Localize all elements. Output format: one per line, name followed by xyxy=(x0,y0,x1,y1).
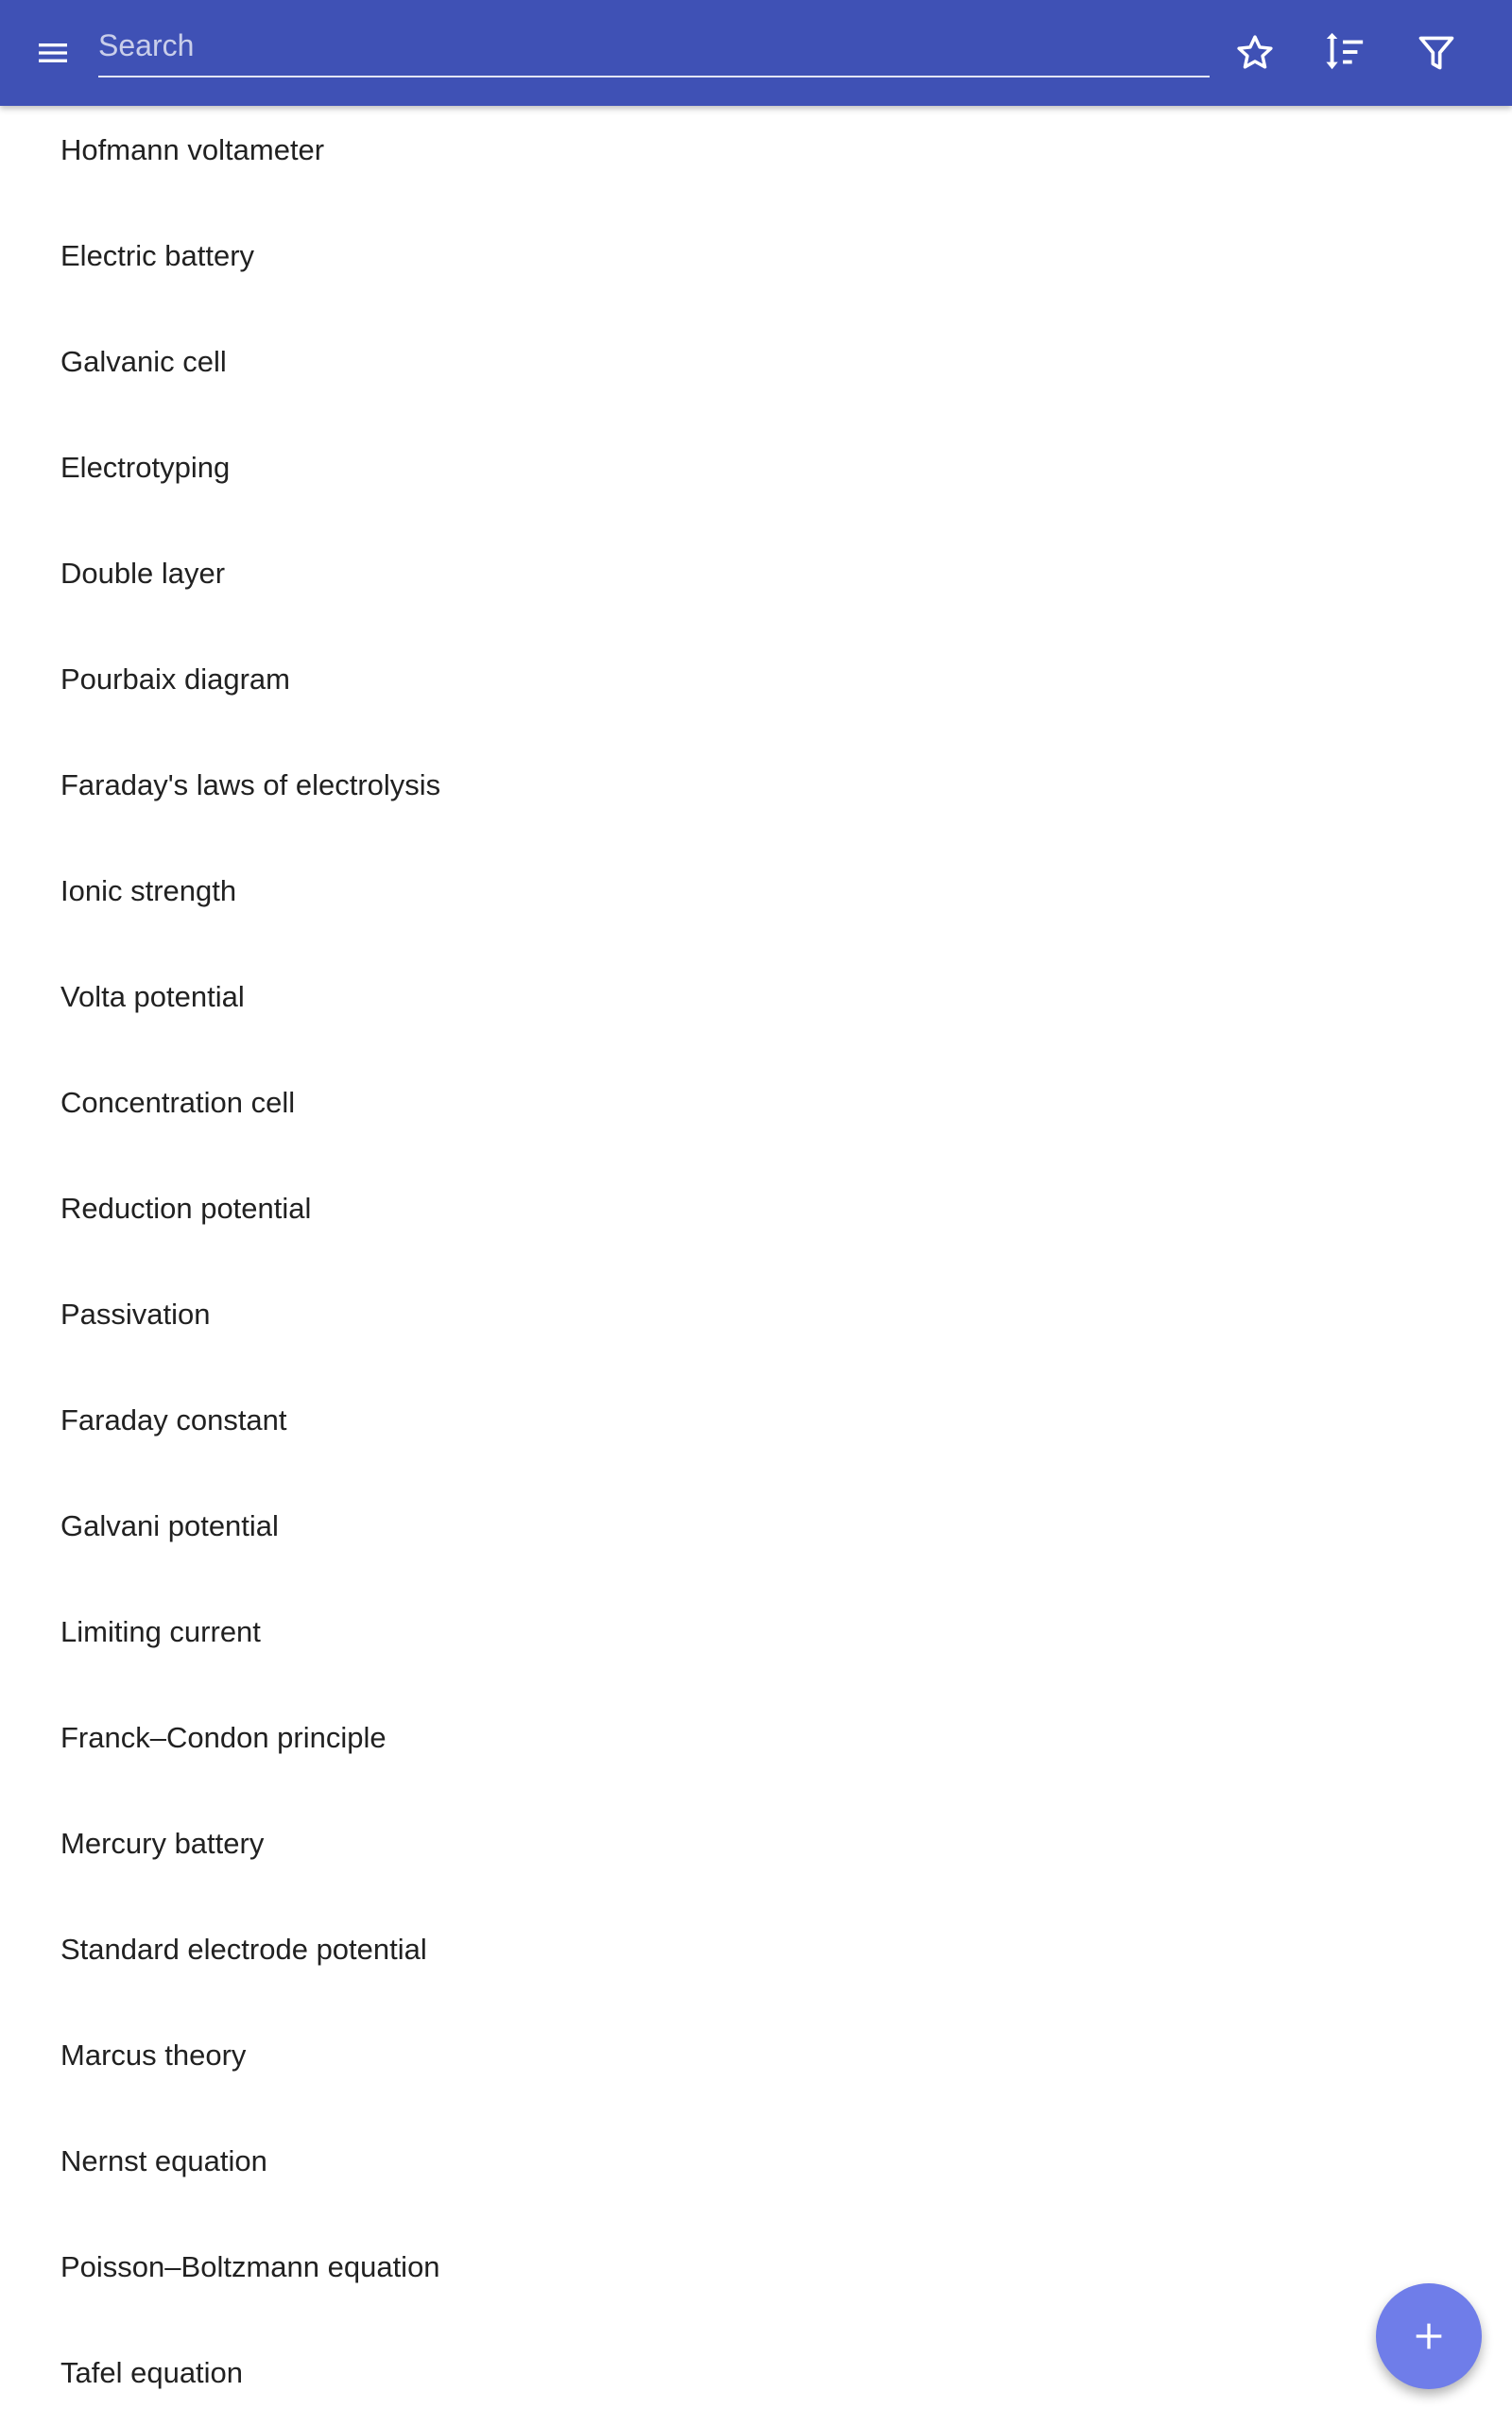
sort-icon xyxy=(1323,31,1366,75)
list-item-label: Standard electrode potential xyxy=(60,1933,427,1966)
list-item[interactable] xyxy=(0,627,1512,732)
list-item-label: Faraday constant xyxy=(60,1403,287,1437)
list-item[interactable] xyxy=(0,2214,1512,2320)
list-item-label: Galvanic cell xyxy=(60,345,227,378)
list-item[interactable] xyxy=(0,2003,1512,2108)
list-item-label: Ionic strength xyxy=(60,874,237,907)
list-item-label: Volta potential xyxy=(60,980,245,1013)
list-item[interactable] xyxy=(0,1579,1512,1685)
menu-button[interactable] xyxy=(15,15,91,91)
list-item[interactable] xyxy=(0,1368,1512,1473)
app-bar xyxy=(0,0,1512,106)
sort-button[interactable] xyxy=(1307,15,1383,91)
list-item-label: Limiting current xyxy=(60,1615,261,1648)
list-item[interactable] xyxy=(0,521,1512,627)
list-item[interactable] xyxy=(0,1050,1512,1156)
list-item-label: Tafel equation xyxy=(60,2356,244,2389)
list-item-label: Galvani potential xyxy=(60,1509,279,1542)
list-item[interactable] xyxy=(0,2320,1512,2426)
star-outline-icon xyxy=(1234,32,1276,74)
plus-icon xyxy=(1410,2317,1448,2355)
filter-icon xyxy=(1416,32,1457,74)
list-item-label: Double layer xyxy=(60,557,226,590)
search-field xyxy=(98,21,1210,77)
list-item[interactable] xyxy=(0,415,1512,521)
list-item[interactable] xyxy=(0,732,1512,838)
list-item-label: Hofmann voltameter xyxy=(60,133,325,166)
list-item[interactable] xyxy=(0,1262,1512,1368)
list-item-label: Passivation xyxy=(60,1298,211,1331)
list-item-label: Pourbaix diagram xyxy=(60,662,290,696)
list-item[interactable] xyxy=(0,1473,1512,1579)
list-item-label: Reduction potential xyxy=(60,1192,312,1225)
list-item[interactable] xyxy=(0,1897,1512,2003)
list-item[interactable] xyxy=(0,97,1512,203)
menu-icon xyxy=(34,34,72,72)
search-input[interactable] xyxy=(98,21,1210,70)
list-item[interactable] xyxy=(0,309,1512,415)
add-button[interactable] xyxy=(1376,2283,1482,2389)
list-item[interactable] xyxy=(0,203,1512,309)
list-item-label: Electrotyping xyxy=(60,451,231,484)
list-item-label: Mercury battery xyxy=(60,1827,265,1860)
list-item[interactable] xyxy=(0,1156,1512,1262)
list-item-label: Franck–Condon principle xyxy=(60,1721,387,1754)
article-list xyxy=(0,97,1512,2426)
list-item-label: Nernst equation xyxy=(60,2144,267,2177)
list-item[interactable] xyxy=(0,2108,1512,2214)
list-item[interactable] xyxy=(0,1685,1512,1791)
list-item-label: Marcus theory xyxy=(60,2039,247,2072)
list-item-label: Concentration cell xyxy=(60,1086,296,1119)
list-item[interactable] xyxy=(0,1791,1512,1897)
list-item-label: Poisson–Boltzmann equation xyxy=(60,2250,440,2283)
filter-button[interactable] xyxy=(1399,15,1474,91)
list-item-label: Electric battery xyxy=(60,239,255,272)
list-item[interactable] xyxy=(0,944,1512,1050)
list-item-label: Faraday's laws of electrolysis xyxy=(60,768,441,801)
list-item[interactable] xyxy=(0,838,1512,944)
favorites-button[interactable] xyxy=(1217,15,1293,91)
